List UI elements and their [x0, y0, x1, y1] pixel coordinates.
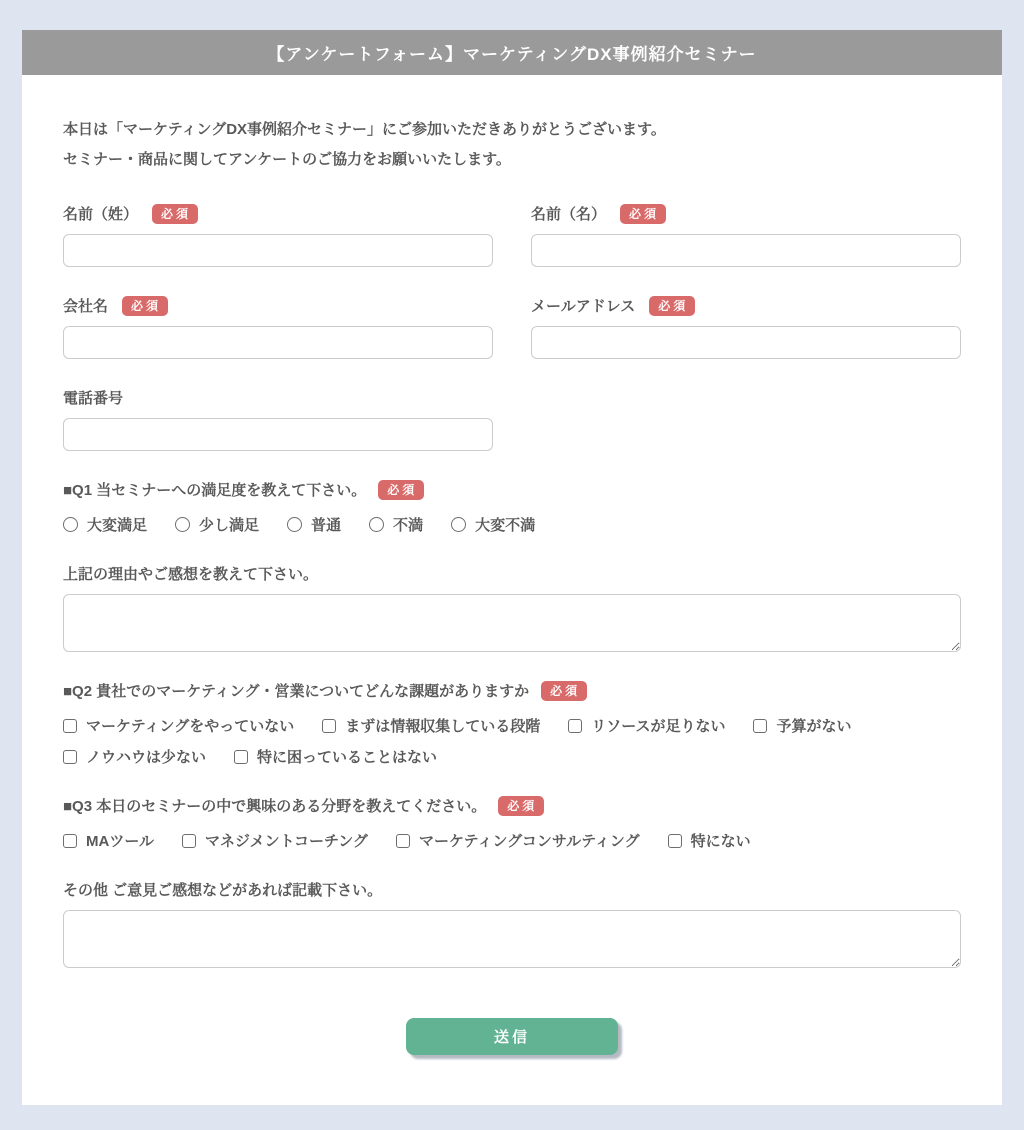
checkbox-option-label: マーケティングをやっていない: [86, 718, 295, 735]
q1-label: ■Q1 当セミナーへの満足度を教えて下さい。: [63, 482, 367, 499]
required-badge: 必須: [620, 204, 666, 224]
radio-option[interactable]: [451, 514, 535, 535]
q1-comment-textarea[interactable]: [63, 594, 961, 652]
checkbox-input[interactable]: [322, 719, 336, 733]
checkbox-option-label: MAツール: [86, 833, 155, 850]
first-name-label: 名前（名）: [531, 206, 607, 223]
radio-input[interactable]: [451, 517, 466, 532]
checkbox-option[interactable]: [182, 830, 368, 851]
radio-input[interactable]: [287, 517, 302, 532]
radio-option[interactable]: [369, 514, 423, 535]
checkbox-input[interactable]: [396, 834, 410, 848]
checkbox-option-label: 予算がない: [776, 718, 852, 735]
checkbox-option-label: マーケティングコンサルティング: [418, 833, 640, 850]
phone-label: 電話番号: [63, 390, 124, 407]
email-label: メールアドレス: [531, 298, 636, 315]
q2-options: [63, 715, 961, 767]
checkbox-input[interactable]: [63, 719, 77, 733]
checkbox-option[interactable]: [753, 715, 851, 736]
other-comment-label: その他 ご意見ご感想などがあれば記載下さい。: [63, 882, 383, 899]
radio-option-label: 大変満足: [87, 517, 148, 534]
checkbox-option[interactable]: [668, 830, 751, 851]
checkbox-input[interactable]: [63, 834, 77, 848]
intro-line-1: 本日は「マーケティングDX事例紹介セミナー」にご参加いただきありがとうございます。: [63, 121, 666, 138]
checkbox-option-label: リソースが足りない: [591, 718, 726, 735]
q2-label: ■Q2 貴社でのマーケティング・営業についてどんな課題がありますか: [63, 683, 530, 700]
radio-option[interactable]: [63, 514, 147, 535]
q3-options: [63, 830, 961, 851]
required-badge: 必須: [498, 796, 544, 816]
checkbox-input[interactable]: [182, 834, 196, 848]
submit-button[interactable]: 送信: [406, 1018, 618, 1055]
first-name-input[interactable]: [531, 234, 961, 267]
last-name-input[interactable]: [63, 234, 493, 267]
required-badge: 必須: [122, 296, 168, 316]
radio-option-label: 普通: [311, 517, 342, 534]
checkbox-option[interactable]: [568, 715, 725, 736]
radio-option-label: 大変不満: [475, 517, 536, 534]
checkbox-option-label: まずは情報収集している段階: [345, 718, 541, 735]
q1-comment-label: 上記の理由やご感想を教えて下さい。: [63, 566, 319, 583]
checkbox-option-label: 特にない: [690, 833, 751, 850]
radio-input[interactable]: [175, 517, 190, 532]
checkbox-option[interactable]: [234, 746, 437, 767]
form-card: [22, 30, 1002, 1105]
radio-option-label: 不満: [393, 517, 424, 534]
intro-text: [63, 115, 961, 175]
radio-option[interactable]: [287, 514, 341, 535]
field-company: [63, 267, 493, 359]
field-phone: [63, 359, 493, 451]
required-badge: 必須: [541, 681, 587, 701]
checkbox-option[interactable]: [396, 830, 640, 851]
intro-line-2: セミナー・商品に関してアンケートのご協力をお願いいたします。: [63, 151, 511, 168]
field-email: [531, 267, 961, 359]
checkbox-input[interactable]: [568, 719, 582, 733]
required-badge: 必須: [649, 296, 695, 316]
field-last-name: [63, 175, 493, 267]
checkbox-option-label: 特に困っていることはない: [257, 749, 438, 766]
submit-row: [63, 1018, 961, 1055]
radio-option[interactable]: [175, 514, 259, 535]
company-label: 会社名: [63, 298, 109, 315]
q1-options: [63, 514, 961, 535]
company-input[interactable]: [63, 326, 493, 359]
form-content: [22, 75, 1002, 1105]
required-badge: 必須: [152, 204, 198, 224]
q3-label: ■Q3 本日のセミナーの中で興味のある分野を教えてください。: [63, 798, 487, 815]
field-first-name: [531, 175, 961, 267]
last-name-label: 名前（姓）: [63, 206, 139, 223]
radio-option-label: 少し満足: [199, 517, 260, 534]
checkbox-option-label: マネジメントコーチング: [205, 833, 368, 850]
other-comment-textarea[interactable]: [63, 910, 961, 968]
email-input[interactable]: [531, 326, 961, 359]
radio-input[interactable]: [369, 517, 384, 532]
checkbox-input[interactable]: [234, 750, 248, 764]
radio-input[interactable]: [63, 517, 78, 532]
checkbox-option[interactable]: [63, 715, 294, 736]
required-badge: 必須: [378, 480, 424, 500]
checkbox-input[interactable]: [753, 719, 767, 733]
checkbox-option[interactable]: [63, 830, 154, 851]
checkbox-input[interactable]: [63, 750, 77, 764]
form-title: 【アンケートフォーム】マーケティングDX事例紹介セミナー: [22, 30, 1002, 75]
phone-input[interactable]: [63, 418, 493, 451]
checkbox-option[interactable]: [322, 715, 540, 736]
checkbox-input[interactable]: [668, 834, 682, 848]
checkbox-option-label: ノウハウは少ない: [86, 749, 207, 766]
checkbox-option[interactable]: [63, 746, 206, 767]
